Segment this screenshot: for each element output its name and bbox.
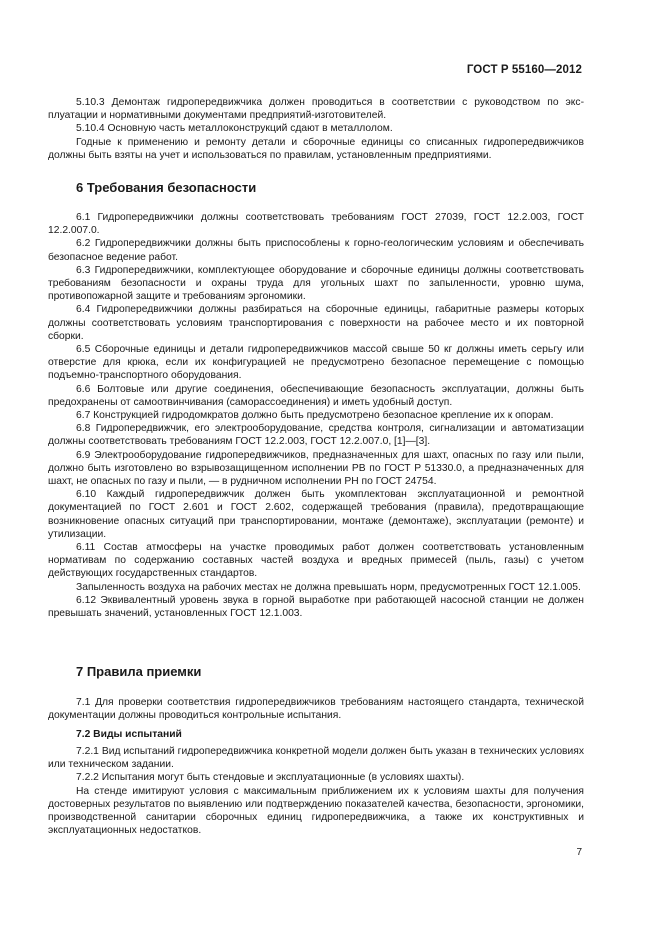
paragraph-7-1: 7.1 Для проверки соответствия гидропередвижчиков требованиям настоящего стандарта, технической документации должны проводиться контрольные испытания. <box>48 697 584 722</box>
paragraph-7-2-1: 7.2.1 Вид испытаний гидропередвижчика конкретной модели должен быть указан в технических условиях или техническом задании. <box>48 746 584 771</box>
paragraph-5-10-4-cont: Годные к применению и ремонту детали и сборочные единицы со списанных гидропередвижчиков должны быть взяты на учет и использоваться по правилам, установленным предприятиями. <box>48 136 584 161</box>
page-number: 7 <box>576 847 582 858</box>
subsection-7-2-heading-wrap <box>48 729 584 740</box>
section-7-body <box>48 696 584 722</box>
document-code: ГОСТ Р 55160—2012 <box>466 64 582 76</box>
paragraph-5-10-3: 5.10.3 Демонтаж гидропередвижчика должен проводиться в соответствии с руководством по эксплуатации и нормативными документами предприятий-изготовителей. <box>48 97 584 122</box>
paragraph-7-2-2-cont: На стенде имитируют условия с максимальным приближением их к условиям шахты для получения достоверных результатов по выявлению или подтверждению показателей качества, безопасности, эргономики, производственной санитарии сборочных единиц гидропередвижчика, а также их конструктивных и эксплуатационных недостатков. <box>48 785 584 837</box>
paragraph-7-2-2: 7.2.2 Испытания могут быть стендовые и эксплуатационные (в условиях шахты). <box>76 772 465 784</box>
paragraph-6-10: 6.10 Каждый гидропередвижчик должен быть укомплектован эксплуатационной и ремонтной документацией по ГОСТ 2.601 и ГОСТ 2.602, содержащей требования (правила), предотвращающие возникновение опасных ситуаций при транспортировании, монтаже (демонтаже), эксплуатации (ремонте) и утилизации. <box>48 489 584 540</box>
paragraph-6-5: 6.5 Сборочные единицы и детали гидропередвижчиков массой свыше 50 кг должны иметь серьгу или отверстие для крюка, если их конфигурацией не предусмотрено безопасное перемещение с помощью подъемно-транспортного оборудования. <box>48 344 584 382</box>
paragraph-6-3: 6.3 Гидропередвижчики, комплектующее оборудование и сборочные единицы должны соответствовать требованиям безопасности и охраны труда для угольных шахт по запыленности, уровню шума, противопожарной защите и требованиям эргономики. <box>48 264 584 303</box>
subsection-heading: 7.2 Виды испытаний <box>76 729 182 740</box>
paragraph-6-2: 6.2 Гидропередвижчики должны быть приспособлены к горно-геологическим условиям и обеспечивать безопасное ведение работ. <box>48 238 584 263</box>
paragraph-6-9: 6.9 Электрооборудование гидропередвижчиков, предназначенных для шахт, опасных по газу или пыли, должно быть изготовлено во взрывозащищенном исполнении РВ по ГОСТ Р 51330.0, а предназначенных для шахт, не опасных по газу и пыли, — в рудничном исполнении РН по ГОСТ 24754. <box>48 449 584 488</box>
section-heading: 7 Правила приемки <box>76 664 202 679</box>
subsection-7-2-body <box>48 745 584 837</box>
paragraph-5-10-4: 5.10.4 Основную часть металлоконструкций сдают в металлолом. <box>76 123 393 135</box>
section-7-heading-wrap <box>48 664 584 679</box>
paragraph-6-6: 6.6 Болтовые или другие соединения, обеспечивающие безопасность эксплуатации, должны быть предохранены от самоотвинчивания (саморассоединения) и иметь удобный доступ. <box>48 383 584 408</box>
paragraph-6-8: 6.8 Гидропередвижчик, его электрооборудование, средства контроля, сигнализации и автоматизации должны соответствовать требованиям ГОСТ 12.2.003, ГОСТ 12.2.007.0, [1]—[3]. <box>48 423 584 448</box>
section-6-body <box>48 211 584 620</box>
section-heading: 6 Требования безопасности <box>76 180 257 195</box>
section-6-heading-wrap <box>48 180 584 195</box>
paragraph-6-11: 6.11 Состав атмосферы на участке проводимых работ должен соответствовать установленным нормативам по содержанию составных частей воздуха и вредных примесей (пыль, газы) с учетом действующих государственных стандартов. <box>48 542 584 580</box>
paragraph-6-4: 6.4 Гидропередвижчики должны разбираться на сборочные единицы, габаритные размеры которых должны соответствовать условиям транспортирования с поверхности на рабочее место и их повторной сборки. <box>48 304 584 342</box>
paragraph-6-12: 6.12 Эквивалентный уровень звука в горной выработке при работающей насосной станции не должен превышать значений, установленных ГОСТ 12.1.003. <box>48 594 584 620</box>
paragraph-6-7: 6.7 Конструкцией гидродомкратов должно быть предусмотрено безопасное крепление их к опорам. <box>76 410 554 422</box>
paragraph-6-11-cont: Запыленность воздуха на рабочих местах не должна превышать норм, предусмотренных ГОСТ 12.1.005. <box>76 581 581 593</box>
paragraph-6-1: 6.1 Гидропередвижчики должны соответствовать требованиям ГОСТ 27039, ГОСТ 12.2.003, ГОСТ 12.2.007.0. <box>48 212 584 237</box>
section-5-tail <box>48 96 584 162</box>
